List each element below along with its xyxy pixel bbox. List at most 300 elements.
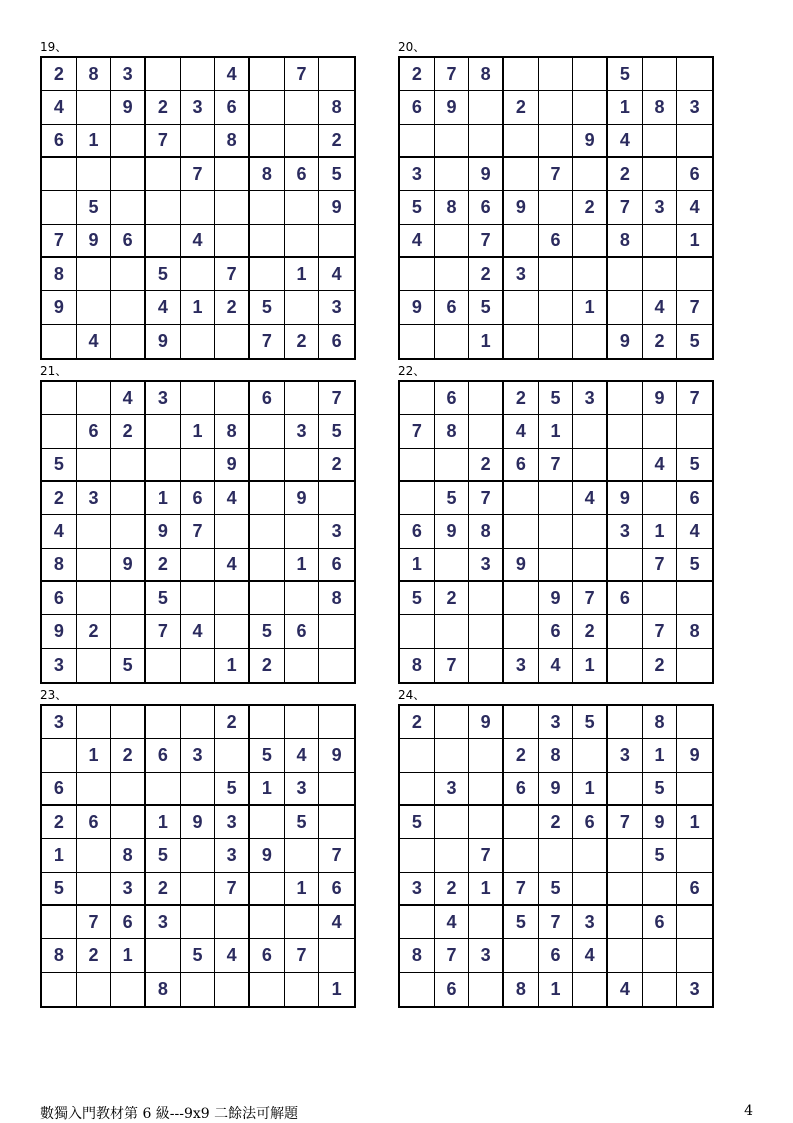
sudoku-cell: 2 (215, 706, 250, 739)
sudoku-cell: 4 (573, 482, 608, 515)
sudoku-cell: 5 (285, 806, 320, 839)
sudoku-cell (285, 973, 320, 1006)
sudoku-cell: 4 (608, 125, 643, 158)
sudoku-cell: 9 (435, 91, 470, 124)
sudoku-cell: 1 (77, 125, 112, 158)
sudoku-cell (608, 649, 643, 682)
sudoku-cell: 7 (146, 125, 181, 158)
sudoku-cell (573, 449, 608, 482)
sudoku-cell: 6 (435, 291, 470, 324)
sudoku-cell: 5 (643, 839, 678, 872)
sudoku-cell (469, 806, 504, 839)
sudoku-cell: 6 (573, 806, 608, 839)
sudoku-cell (285, 91, 320, 124)
sudoku-cell (608, 258, 643, 291)
sudoku-cell (573, 549, 608, 582)
sudoku-cell: 8 (469, 58, 504, 91)
sudoku-cell: 1 (608, 91, 643, 124)
sudoku-cell (608, 939, 643, 972)
sudoku-cell (250, 58, 285, 91)
sudoku-cell: 1 (469, 325, 504, 358)
sudoku-cell (435, 806, 470, 839)
sudoku-cell: 3 (400, 158, 435, 191)
sudoku-cell: 4 (215, 549, 250, 582)
sudoku-cell (504, 58, 539, 91)
sudoku-grid (40, 704, 356, 1008)
sudoku-puzzle (398, 40, 714, 360)
sudoku-cell (77, 158, 112, 191)
sudoku-cell (469, 615, 504, 648)
sudoku-cell: 3 (319, 291, 354, 324)
sudoku-cell: 5 (215, 773, 250, 806)
sudoku-cell (400, 258, 435, 291)
sudoku-cell: 2 (42, 58, 77, 91)
sudoku-cell: 3 (400, 873, 435, 906)
sudoku-cell (250, 706, 285, 739)
sudoku-cell (573, 973, 608, 1006)
sudoku-cell (319, 806, 354, 839)
sudoku-cell (608, 906, 643, 939)
sudoku-cell (643, 158, 678, 191)
sudoku-cell (573, 158, 608, 191)
sudoku-cell (608, 449, 643, 482)
sudoku-cell: 1 (250, 773, 285, 806)
sudoku-cell (181, 125, 216, 158)
sudoku-cell: 7 (677, 291, 712, 324)
sudoku-cell: 2 (643, 649, 678, 682)
sudoku-cell: 5 (643, 773, 678, 806)
sudoku-cell: 5 (181, 939, 216, 972)
sudoku-cell (250, 225, 285, 258)
sudoku-cell: 1 (181, 291, 216, 324)
sudoku-cell (435, 449, 470, 482)
sudoku-cell (42, 973, 77, 1006)
sudoku-cell (285, 839, 320, 872)
sudoku-cell (42, 158, 77, 191)
sudoku-cell: 7 (435, 939, 470, 972)
sudoku-cell: 9 (146, 325, 181, 358)
sudoku-cell (573, 325, 608, 358)
sudoku-cell: 8 (504, 973, 539, 1006)
sudoku-cell (285, 649, 320, 682)
sudoku-cell (677, 649, 712, 682)
sudoku-cell: 8 (435, 415, 470, 448)
sudoku-cell: 4 (111, 382, 146, 415)
sudoku-cell: 2 (504, 739, 539, 772)
sudoku-cell: 2 (435, 582, 470, 615)
sudoku-cell (146, 58, 181, 91)
sudoku-cell: 6 (111, 906, 146, 939)
sudoku-cell: 8 (146, 973, 181, 1006)
sudoku-cell (643, 258, 678, 291)
sudoku-cell (643, 225, 678, 258)
sudoku-cell (181, 549, 216, 582)
sudoku-puzzle (398, 364, 714, 684)
sudoku-cell (469, 649, 504, 682)
sudoku-cell (285, 449, 320, 482)
sudoku-cell (504, 615, 539, 648)
sudoku-cell (469, 125, 504, 158)
sudoku-cell: 8 (111, 839, 146, 872)
sudoku-cell: 6 (608, 582, 643, 615)
sudoku-cell (677, 706, 712, 739)
sudoku-cell: 4 (573, 939, 608, 972)
sudoku-cell (215, 515, 250, 548)
sudoku-cell (677, 258, 712, 291)
sudoku-cell: 8 (469, 515, 504, 548)
sudoku-cell (469, 582, 504, 615)
sudoku-cell (504, 225, 539, 258)
sudoku-puzzle (40, 40, 356, 360)
sudoku-cell (250, 482, 285, 515)
sudoku-cell: 6 (42, 125, 77, 158)
sudoku-cell: 6 (504, 773, 539, 806)
sudoku-cell (400, 449, 435, 482)
sudoku-cell: 7 (435, 649, 470, 682)
sudoku-cell (146, 706, 181, 739)
sudoku-cell: 3 (469, 939, 504, 972)
sudoku-cell (77, 706, 112, 739)
sudoku-cell: 5 (42, 873, 77, 906)
sudoku-cell (285, 225, 320, 258)
sudoku-cell: 4 (643, 291, 678, 324)
sudoku-cell: 1 (677, 806, 712, 839)
sudoku-cell: 8 (643, 91, 678, 124)
sudoku-cell: 7 (285, 58, 320, 91)
sudoku-cell: 9 (677, 739, 712, 772)
sudoku-cell: 4 (319, 258, 354, 291)
sudoku-cell: 5 (677, 449, 712, 482)
sudoku-cell: 9 (469, 706, 504, 739)
sudoku-cell: 7 (181, 158, 216, 191)
sudoku-cell: 3 (181, 91, 216, 124)
sudoku-cell: 2 (400, 58, 435, 91)
sudoku-cell (77, 873, 112, 906)
sudoku-cell (285, 706, 320, 739)
sudoku-cell (643, 482, 678, 515)
sudoku-cell (319, 773, 354, 806)
sudoku-cell: 1 (146, 806, 181, 839)
sudoku-cell: 8 (42, 549, 77, 582)
sudoku-cell: 1 (331, 978, 342, 999)
sudoku-cell: 2 (400, 706, 435, 739)
sudoku-cell (111, 482, 146, 515)
sudoku-cell (181, 839, 216, 872)
sudoku-cell: 4 (146, 291, 181, 324)
sudoku-cell: 7 (469, 225, 504, 258)
sudoku-cell (539, 91, 574, 124)
sudoku-cell: 6 (400, 91, 435, 124)
sudoku-cell (285, 515, 320, 548)
sudoku-cell: 8 (215, 415, 250, 448)
sudoku-cell (539, 258, 574, 291)
sudoku-cell (77, 382, 112, 415)
sudoku-cell: 9 (42, 291, 77, 324)
sudoku-cell: 9 (400, 291, 435, 324)
sudoku-cell: 4 (677, 515, 712, 548)
sudoku-cell: 6 (111, 225, 146, 258)
sudoku-cell: 4 (181, 225, 216, 258)
sudoku-cell: 7 (215, 258, 250, 291)
sudoku-cell (504, 515, 539, 548)
sudoku-cell: 9 (504, 191, 539, 224)
sudoku-cell: 9 (573, 125, 608, 158)
sudoku-cell: 6 (181, 482, 216, 515)
sudoku-cell: 3 (42, 649, 77, 682)
sudoku-cell: 3 (42, 706, 77, 739)
sudoku-cell (504, 939, 539, 972)
sudoku-cell (573, 739, 608, 772)
sudoku-cell: 8 (77, 58, 112, 91)
sudoku-cell (677, 773, 712, 806)
sudoku-cell: 6 (677, 873, 712, 906)
sudoku-cell: 5 (677, 549, 712, 582)
sudoku-cell: 7 (539, 906, 574, 939)
sudoku-cell (677, 906, 712, 939)
sudoku-cell (319, 58, 354, 91)
sudoku-cell (400, 839, 435, 872)
sudoku-cell: 8 (539, 739, 574, 772)
sudoku-cell (435, 158, 470, 191)
sudoku-cell (573, 415, 608, 448)
sudoku-cell: 2 (215, 291, 250, 324)
sudoku-cell (539, 515, 574, 548)
sudoku-cell: 7 (608, 191, 643, 224)
sudoku-cell: 5 (689, 330, 700, 351)
sudoku-cell (643, 415, 678, 448)
sudoku-cell (215, 225, 250, 258)
page-number: 4 (744, 1103, 753, 1119)
sudoku-cell (643, 125, 678, 158)
sudoku-puzzle (40, 364, 356, 684)
sudoku-cell: 5 (539, 873, 574, 906)
sudoku-cell: 1 (146, 482, 181, 515)
sudoku-cell (42, 382, 77, 415)
sudoku-cell: 9 (146, 515, 181, 548)
sudoku-cell: 9 (608, 482, 643, 515)
sudoku-cell: 2 (469, 258, 504, 291)
sudoku-cell: 6 (331, 330, 342, 351)
sudoku-cell (146, 773, 181, 806)
sudoku-cell (285, 191, 320, 224)
sudoku-cell: 6 (146, 739, 181, 772)
sudoku-cell (285, 582, 320, 615)
sudoku-cell: 1 (539, 415, 574, 448)
sudoku-cell: 4 (42, 515, 77, 548)
sudoku-cell: 5 (539, 382, 574, 415)
sudoku-cell (504, 125, 539, 158)
sudoku-cell (250, 125, 285, 158)
sudoku-cell (77, 973, 112, 1006)
sudoku-cell (539, 191, 574, 224)
sudoku-cell: 3 (539, 706, 574, 739)
sudoku-cell (435, 258, 470, 291)
sudoku-cell: 3 (285, 415, 320, 448)
sudoku-cell: 1 (400, 549, 435, 582)
sudoku-grid (40, 56, 356, 360)
sudoku-cell (77, 839, 112, 872)
sudoku-cell: 5 (573, 706, 608, 739)
sudoku-cell: 3 (689, 978, 700, 999)
sudoku-cell: 5 (77, 191, 112, 224)
sudoku-cell: 7 (504, 873, 539, 906)
sudoku-cell: 6 (504, 449, 539, 482)
sudoku-cell: 1 (643, 739, 678, 772)
sudoku-cell: 6 (539, 939, 574, 972)
sudoku-cell: 4 (215, 482, 250, 515)
sudoku-cell (285, 906, 320, 939)
sudoku-cell (111, 615, 146, 648)
sudoku-cell (146, 449, 181, 482)
sudoku-cell (469, 739, 504, 772)
sudoku-cell (435, 549, 470, 582)
sudoku-cell (250, 806, 285, 839)
sudoku-cell (111, 973, 146, 1006)
sudoku-cell: 2 (469, 449, 504, 482)
sudoku-cell: 9 (181, 806, 216, 839)
sudoku-cell: 7 (677, 382, 712, 415)
puzzle-label: 24、 (398, 688, 426, 702)
sudoku-cell (573, 873, 608, 906)
sudoku-cell: 7 (469, 839, 504, 872)
sudoku-cell (319, 225, 354, 258)
sudoku-cell: 9 (250, 839, 285, 872)
sudoku-cell (400, 773, 435, 806)
sudoku-cell (539, 291, 574, 324)
sudoku-cell: 5 (469, 291, 504, 324)
sudoku-cell: 7 (643, 615, 678, 648)
sudoku-cell: 7 (285, 939, 320, 972)
sudoku-cell: 7 (250, 325, 285, 358)
sudoku-cell: 1 (573, 291, 608, 324)
sudoku-cell: 4 (504, 415, 539, 448)
sudoku-cell: 4 (77, 325, 112, 358)
sudoku-cell (400, 325, 435, 358)
sudoku-cell (181, 58, 216, 91)
sudoku-cell (146, 649, 181, 682)
sudoku-cell: 4 (215, 939, 250, 972)
sudoku-cell: 8 (400, 649, 435, 682)
sudoku-cell: 4 (608, 973, 643, 1006)
sudoku-cell: 5 (250, 615, 285, 648)
sudoku-cell (77, 649, 112, 682)
sudoku-cell: 5 (400, 806, 435, 839)
puzzle-label: 19、 (40, 40, 68, 54)
sudoku-cell (77, 582, 112, 615)
sudoku-cell (608, 549, 643, 582)
sudoku-cell: 5 (146, 582, 181, 615)
sudoku-cell: 7 (215, 873, 250, 906)
sudoku-cell: 5 (435, 482, 470, 515)
sudoku-cell: 8 (215, 125, 250, 158)
sudoku-cell: 7 (319, 839, 354, 872)
sudoku-cell (250, 449, 285, 482)
sudoku-cell: 6 (250, 382, 285, 415)
sudoku-cell: 7 (539, 158, 574, 191)
sudoku-cell (400, 739, 435, 772)
sudoku-cell (400, 382, 435, 415)
sudoku-cell (181, 191, 216, 224)
sudoku-cell: 9 (435, 515, 470, 548)
sudoku-cell: 3 (285, 773, 320, 806)
sudoku-cell: 7 (181, 515, 216, 548)
sudoku-cell (250, 549, 285, 582)
sudoku-cell (319, 615, 354, 648)
sudoku-cell (400, 125, 435, 158)
sudoku-cell: 2 (573, 191, 608, 224)
sudoku-cell: 2 (146, 91, 181, 124)
sudoku-cell (400, 973, 435, 1006)
sudoku-cell (504, 482, 539, 515)
sudoku-cell: 6 (285, 158, 320, 191)
sudoku-cell: 7 (643, 549, 678, 582)
sudoku-cell (285, 125, 320, 158)
sudoku-cell: 8 (643, 706, 678, 739)
sudoku-cell (181, 325, 216, 358)
sudoku-cell: 3 (435, 773, 470, 806)
sudoku-cell: 6 (469, 191, 504, 224)
sudoku-cell: 1 (573, 773, 608, 806)
sudoku-cell (285, 382, 320, 415)
sudoku-cell (435, 325, 470, 358)
sudoku-cell: 2 (42, 806, 77, 839)
sudoku-puzzle (398, 688, 714, 1008)
sudoku-cell: 2 (77, 615, 112, 648)
sudoku-cell (469, 415, 504, 448)
sudoku-cell (215, 615, 250, 648)
sudoku-cell (181, 773, 216, 806)
sudoku-cell (42, 739, 77, 772)
sudoku-cell (181, 258, 216, 291)
sudoku-cell: 4 (42, 91, 77, 124)
sudoku-cell (539, 325, 574, 358)
sudoku-cell (608, 839, 643, 872)
sudoku-cell: 6 (319, 873, 354, 906)
sudoku-cell: 7 (469, 482, 504, 515)
sudoku-cell: 7 (77, 906, 112, 939)
sudoku-cell (215, 191, 250, 224)
sudoku-cell (469, 773, 504, 806)
sudoku-cell: 9 (469, 158, 504, 191)
sudoku-cell (111, 806, 146, 839)
sudoku-cell (250, 906, 285, 939)
sudoku-cell: 3 (77, 482, 112, 515)
sudoku-cell: 1 (285, 873, 320, 906)
sudoku-cell (42, 325, 77, 358)
sudoku-cell: 2 (504, 91, 539, 124)
sudoku-cell: 6 (677, 482, 712, 515)
sudoku-cell: 5 (319, 415, 354, 448)
sudoku-cell: 3 (573, 382, 608, 415)
sudoku-cell (643, 58, 678, 91)
sudoku-cell (111, 582, 146, 615)
sudoku-cell: 6 (319, 549, 354, 582)
sudoku-cell: 2 (146, 873, 181, 906)
sudoku-cell (608, 291, 643, 324)
sudoku-cell: 5 (146, 839, 181, 872)
sudoku-cell: 1 (111, 939, 146, 972)
sudoku-cell (77, 773, 112, 806)
sudoku-cell: 7 (539, 449, 574, 482)
puzzle-label: 20、 (398, 40, 426, 54)
sudoku-cell: 6 (435, 382, 470, 415)
sudoku-cell (573, 839, 608, 872)
sudoku-cell (608, 382, 643, 415)
sudoku-cell (319, 706, 354, 739)
sudoku-cell: 5 (400, 582, 435, 615)
sudoku-cell: 2 (111, 739, 146, 772)
sudoku-cell (539, 549, 574, 582)
